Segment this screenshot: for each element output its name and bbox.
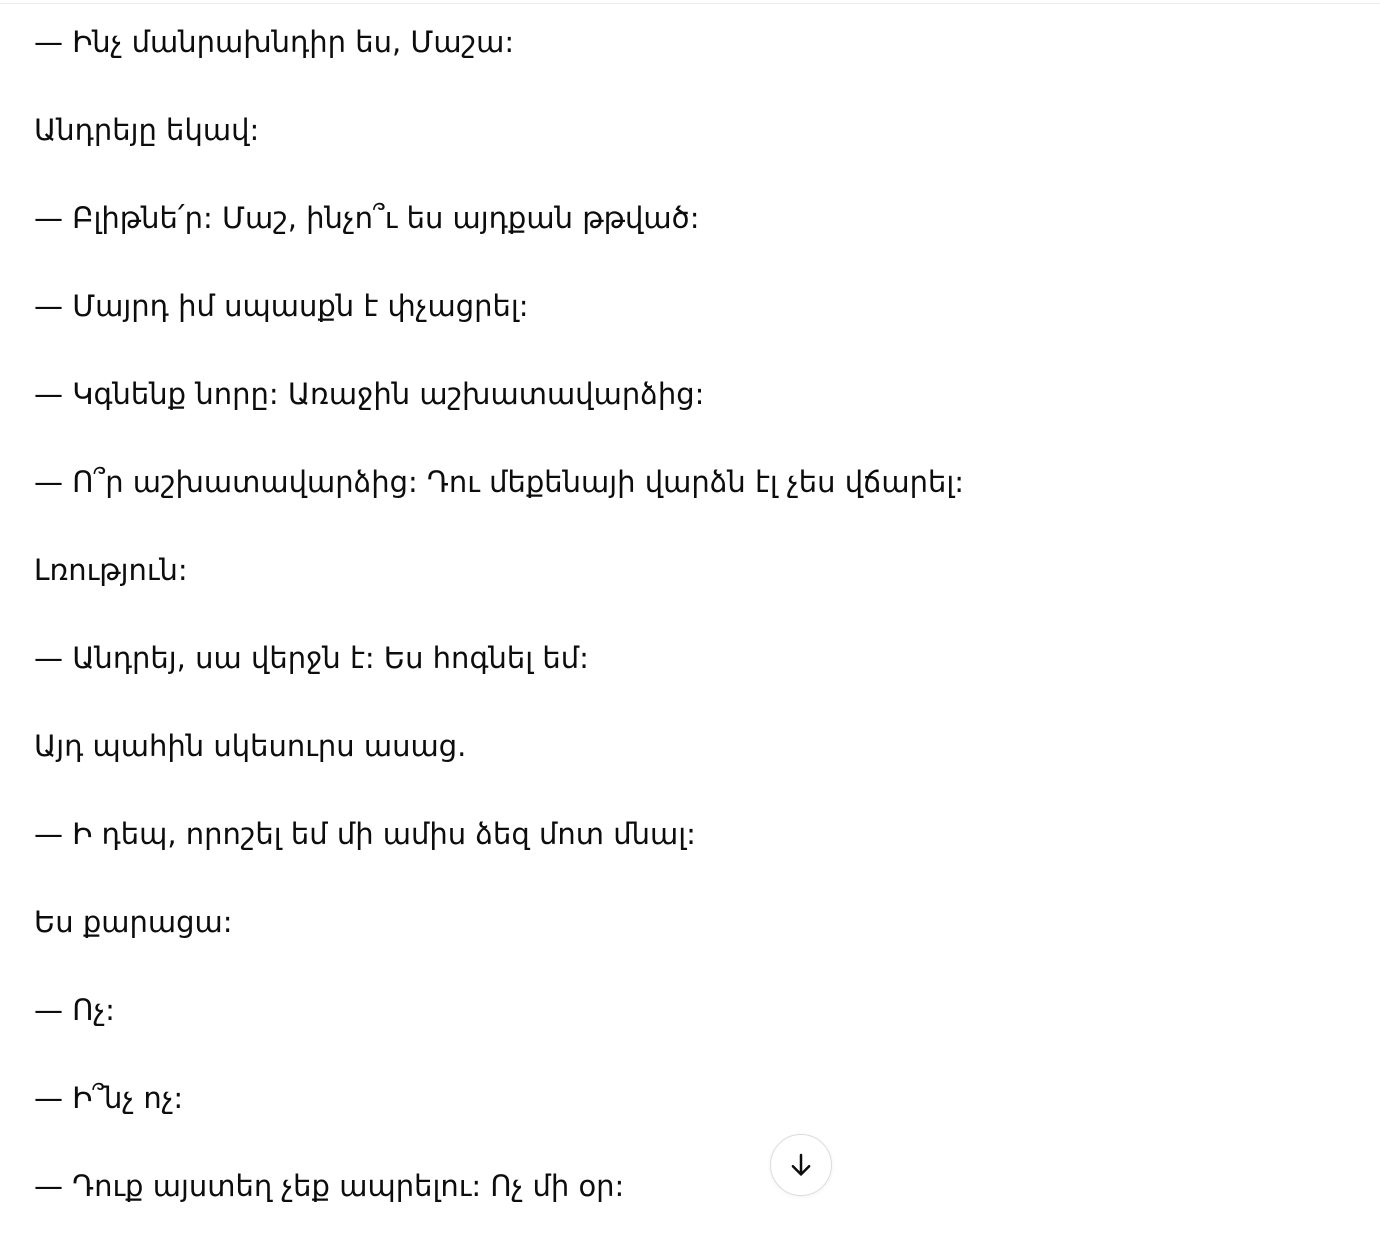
message-paragraph: — Ոչ: [34, 993, 115, 1027]
scroll-to-bottom-button[interactable] [770, 1134, 832, 1196]
message-paragraph: — Կգնենք նորը: Առաջին աշխատավարձից: [34, 377, 705, 411]
message-paragraph: — Դուք այստեղ չեք ապրելու: Ոչ մի օր: [34, 1169, 625, 1203]
message-paragraph: — Ո՞ր աշխատավարձից: Դու մեքենայի վարձն էլ չես վճարել: [34, 465, 964, 499]
assistant-message [34, 18, 1334, 1250]
top-divider [0, 0, 1380, 4]
arrow-down-icon [786, 1150, 816, 1180]
message-paragraph: — Ինչ մանրախնդիր ես, Մաշա: [34, 25, 515, 59]
message-paragraph: Ես քարացա: [34, 905, 233, 939]
message-paragraph: — Ի դեպ, որոշել եմ մի ամիս ձեզ մոտ մնալ: [34, 817, 696, 851]
message-paragraph: — Ի՞նչ ոչ: [34, 1081, 184, 1115]
message-paragraph: Այդ պահին սկեսուրս ասաց. [34, 729, 467, 763]
message-paragraph: — Անդրեյ, սա վերջն է: Ես հոգնել եմ: [34, 641, 589, 675]
message-paragraph: — Բլիթնե՛ր: Մաշ, ինչո՞ւ ես այդքան թթված: [34, 201, 700, 235]
message-paragraph: Լռություն: [34, 553, 188, 587]
message-paragraph: Անդրեյը եկավ: [34, 113, 260, 147]
message-paragraph: — Մայրդ իմ սպասքն է փչացրել: [34, 289, 529, 323]
